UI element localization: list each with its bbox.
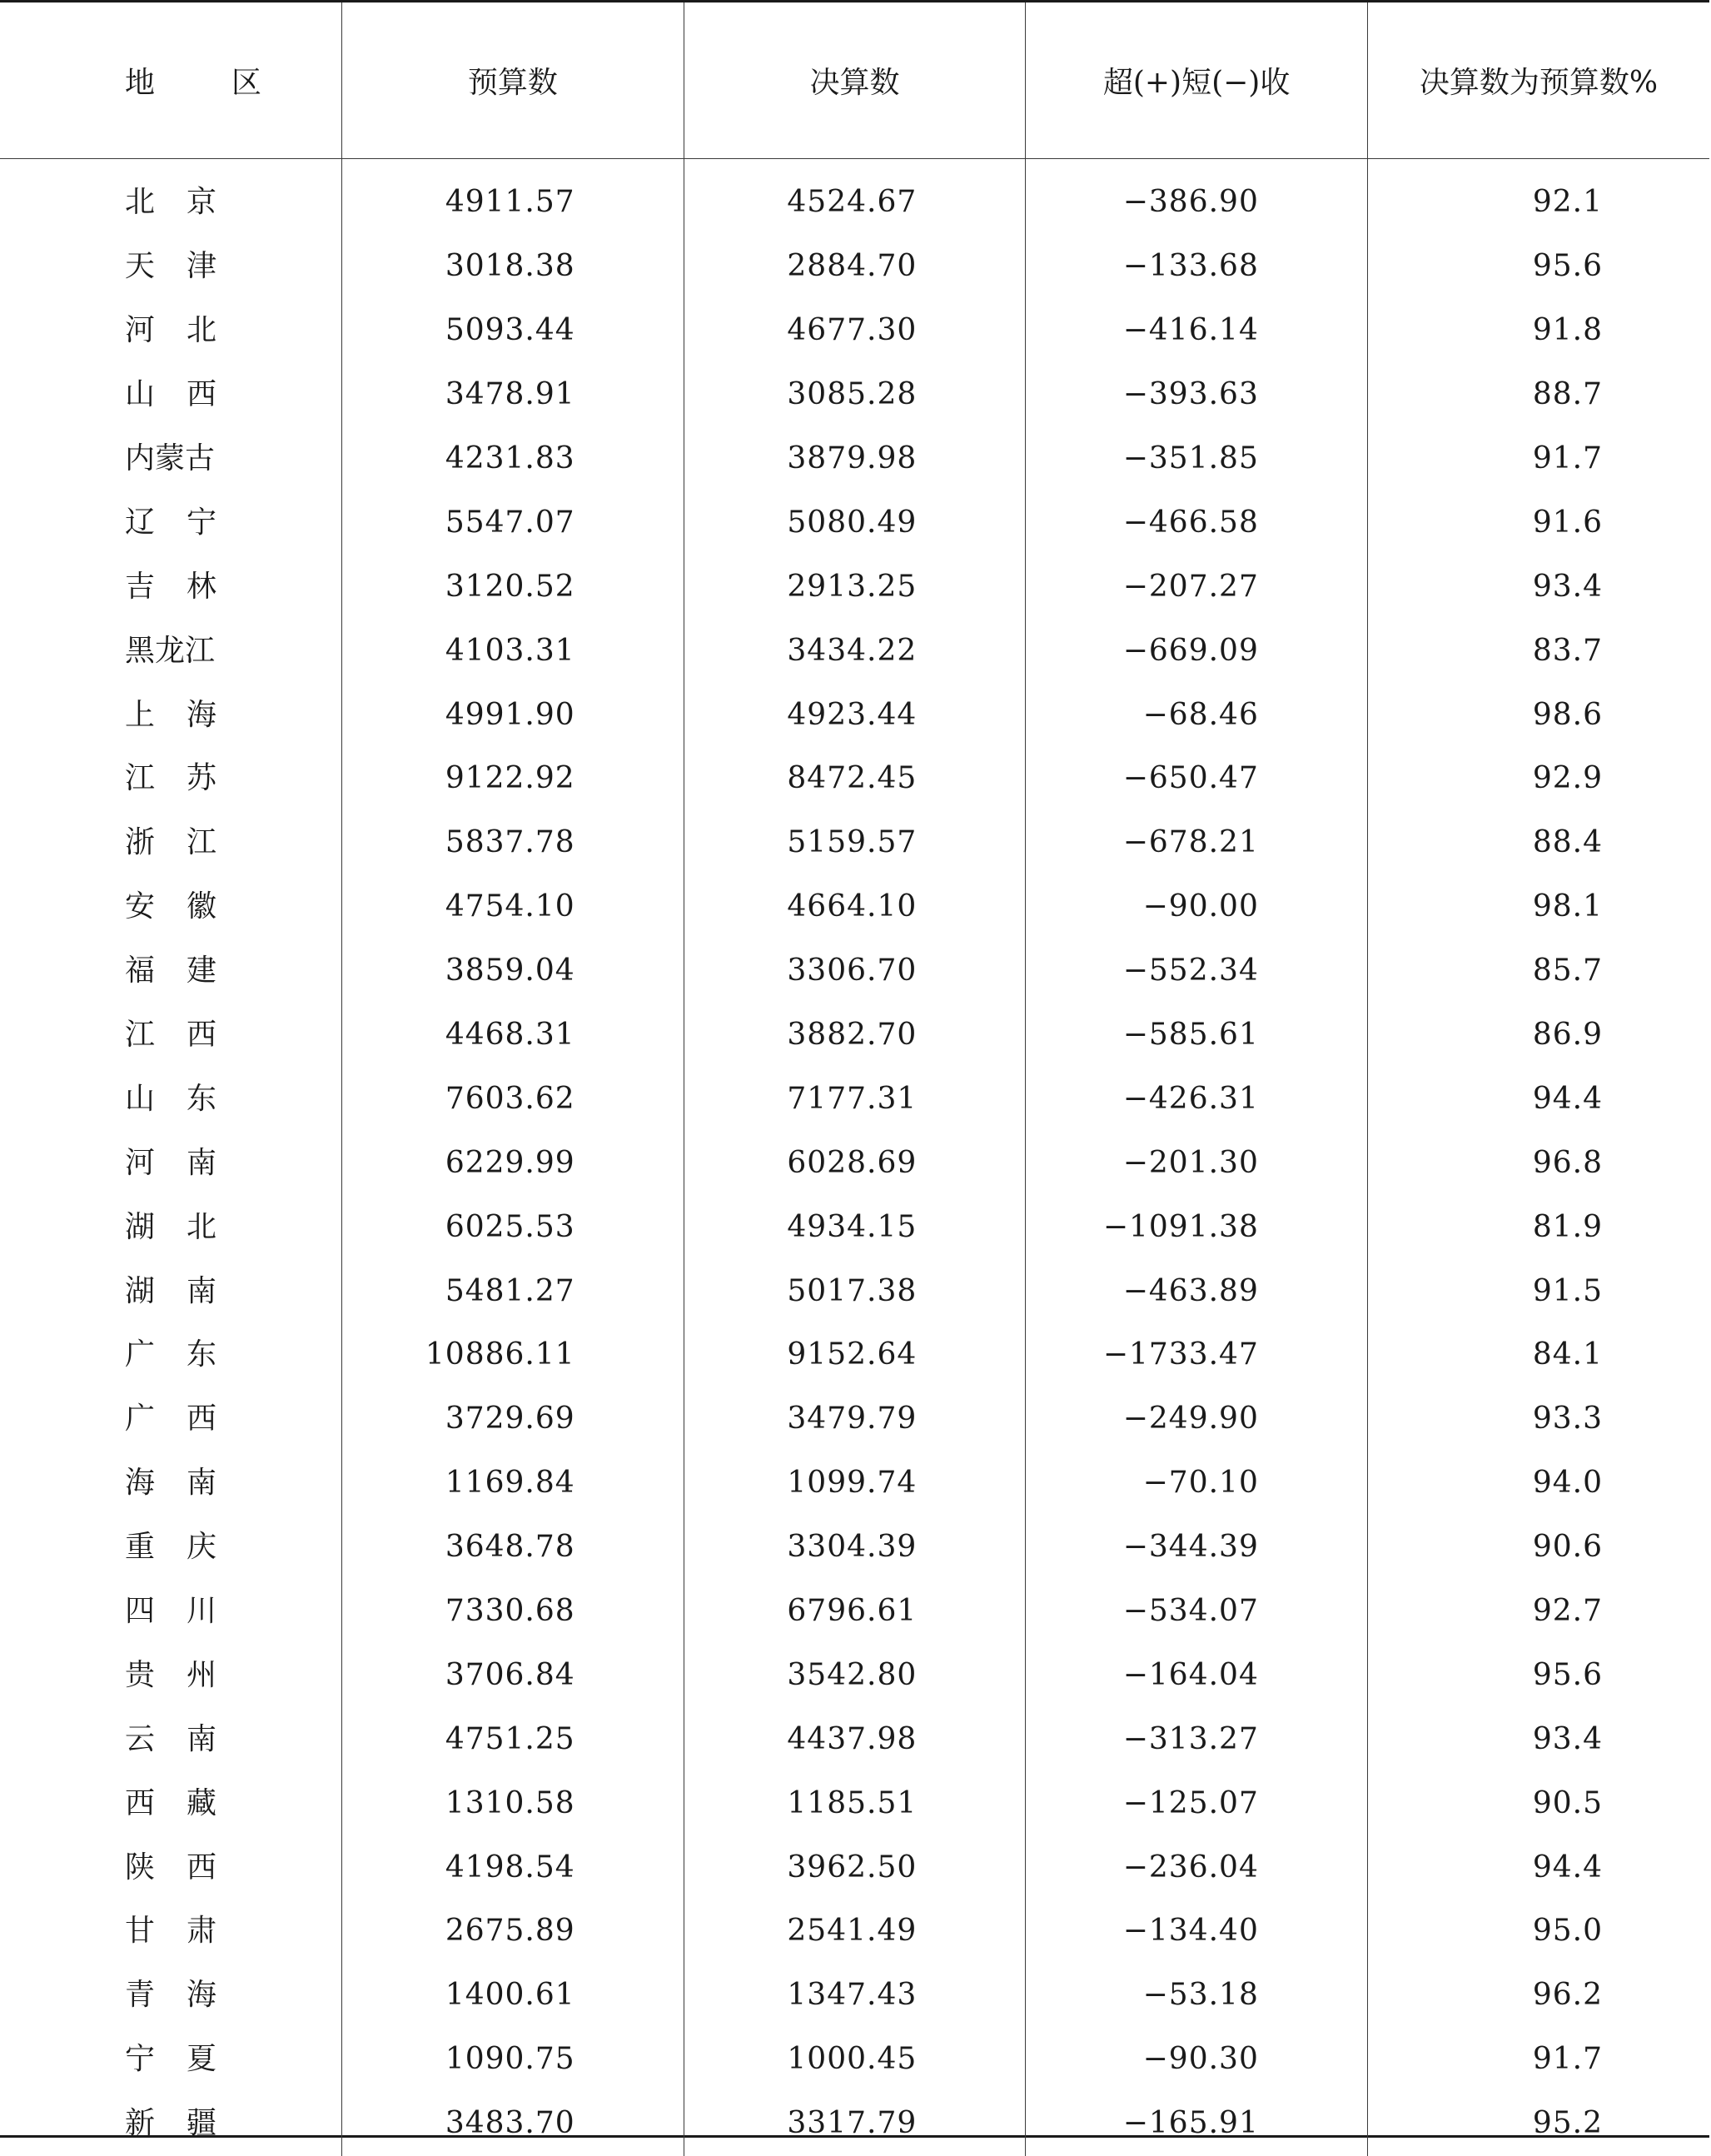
cell-pct: 91.7 <box>1367 427 1709 491</box>
region-name: 青海 <box>125 1978 249 2013</box>
cell-budget: 3706.84 <box>342 1643 684 1707</box>
region-name: 黑龙江 <box>125 633 216 668</box>
cell-pct: 91.7 <box>1367 2028 1709 2092</box>
cell-budget: 3859.04 <box>342 939 684 1003</box>
cell-region <box>0 939 342 1003</box>
cell-pct: 86.9 <box>1367 1003 1709 1068</box>
cell-final: 2913.25 <box>684 555 1026 619</box>
table-row <box>0 490 1709 555</box>
cell-pct: 94.0 <box>1367 1451 1709 1516</box>
cell-final: 7177.31 <box>684 1067 1026 1131</box>
cell-budget: 6025.53 <box>342 1195 684 1259</box>
cell-region <box>0 1964 342 2028</box>
cell-pct: 91.5 <box>1367 1259 1709 1323</box>
cell-budget: 3478.91 <box>342 363 684 427</box>
cell-pct: 91.6 <box>1367 490 1709 555</box>
cell-budget: 1310.58 <box>342 1771 684 1835</box>
region-name: 广东 <box>125 1337 249 1372</box>
cell-diff: −552.34 <box>1026 939 1368 1003</box>
cell-budget: 1169.84 <box>342 1451 684 1516</box>
cell-pct: 98.1 <box>1367 875 1709 939</box>
cell-diff: −249.90 <box>1026 1387 1368 1451</box>
header-pct: 决算数为预算数% <box>1367 2 1709 159</box>
region-name: 山西 <box>125 377 249 412</box>
table-row <box>0 1707 1709 1771</box>
table-row <box>0 747 1709 811</box>
region-name: 福建 <box>125 954 249 988</box>
region-name: 安徽 <box>125 889 249 924</box>
cell-final: 6028.69 <box>684 1131 1026 1195</box>
cell-budget: 4231.83 <box>342 427 684 491</box>
cell-region <box>0 427 342 491</box>
region-name: 西藏 <box>125 1785 249 1820</box>
region-name: 江苏 <box>125 761 249 796</box>
cell-budget: 2675.89 <box>342 1900 684 1964</box>
cell-diff: −125.07 <box>1026 1771 1368 1835</box>
cell-final: 1185.51 <box>684 1771 1026 1835</box>
cell-region <box>0 1516 342 1580</box>
cell-pct: 93.4 <box>1367 555 1709 619</box>
cell-pct: 93.4 <box>1367 1707 1709 1771</box>
cell-diff: −90.30 <box>1026 2028 1368 2092</box>
table-row <box>0 1835 1709 1900</box>
cell-region <box>0 1067 342 1131</box>
budget-table <box>0 2 1709 2156</box>
cell-region <box>0 1835 342 1900</box>
table-row <box>0 427 1709 491</box>
table-row <box>0 1516 1709 1580</box>
region-name: 云南 <box>125 1721 249 1756</box>
cell-budget: 4991.90 <box>342 683 684 747</box>
table-row <box>0 1067 1709 1131</box>
cell-final: 3479.79 <box>684 1387 1026 1451</box>
table-row <box>0 619 1709 683</box>
header-region: 地 区 <box>0 2 342 159</box>
cell-pct: 95.0 <box>1367 1900 1709 1964</box>
table-row <box>0 555 1709 619</box>
cell-budget: 4468.31 <box>342 1003 684 1068</box>
cell-budget: 3729.69 <box>342 1387 684 1451</box>
cell-diff: −344.39 <box>1026 1516 1368 1580</box>
cell-region <box>0 1323 342 1387</box>
cell-final: 8472.45 <box>684 747 1026 811</box>
cell-region <box>0 490 342 555</box>
table-row <box>0 1580 1709 1644</box>
table-row <box>0 1643 1709 1707</box>
cell-budget: 4103.31 <box>342 619 684 683</box>
cell-budget: 7603.62 <box>342 1067 684 1131</box>
cell-budget: 5481.27 <box>342 1259 684 1323</box>
cell-pct: 90.6 <box>1367 1516 1709 1580</box>
cell-diff: −351.85 <box>1026 427 1368 491</box>
cell-final: 1099.74 <box>684 1451 1026 1516</box>
cell-diff: −207.27 <box>1026 555 1368 619</box>
table-row <box>0 1003 1709 1068</box>
cell-region <box>0 1195 342 1259</box>
cell-budget: 9122.92 <box>342 747 684 811</box>
table-row <box>0 1259 1709 1323</box>
cell-pct: 91.8 <box>1367 299 1709 363</box>
cell-region <box>0 1387 342 1451</box>
cell-diff: −165.91 <box>1026 2092 1368 2156</box>
table-row <box>0 363 1709 427</box>
cell-region <box>0 1003 342 1068</box>
cell-pct: 94.4 <box>1367 1835 1709 1900</box>
cell-budget: 4911.57 <box>342 159 684 235</box>
cell-diff: −1733.47 <box>1026 1323 1368 1387</box>
region-name: 四川 <box>125 1594 249 1629</box>
cell-pct: 96.2 <box>1367 1964 1709 2028</box>
cell-region <box>0 1131 342 1195</box>
table-row <box>0 1900 1709 1964</box>
region-name: 贵州 <box>125 1657 249 1692</box>
cell-diff: −134.40 <box>1026 1900 1368 1964</box>
header-budget: 预算数 <box>342 2 684 159</box>
cell-diff: −669.09 <box>1026 619 1368 683</box>
cell-region <box>0 555 342 619</box>
region-name: 内蒙古 <box>125 441 216 476</box>
cell-budget: 3648.78 <box>342 1516 684 1580</box>
cell-budget: 10886.11 <box>342 1323 684 1387</box>
cell-diff: −426.31 <box>1026 1067 1368 1131</box>
table-row <box>0 1771 1709 1835</box>
cell-final: 3882.70 <box>684 1003 1026 1068</box>
cell-diff: −678.21 <box>1026 811 1368 875</box>
cell-final: 6796.61 <box>684 1580 1026 1644</box>
cell-final: 1000.45 <box>684 2028 1026 2092</box>
cell-final: 2541.49 <box>684 1900 1026 1964</box>
cell-diff: −1091.38 <box>1026 1195 1368 1259</box>
cell-pct: 94.4 <box>1367 1067 1709 1131</box>
cell-region <box>0 1900 342 1964</box>
region-name: 湖北 <box>125 1209 249 1244</box>
cell-pct: 95.2 <box>1367 2092 1709 2156</box>
cell-diff: −534.07 <box>1026 1580 1368 1644</box>
cell-final: 3879.98 <box>684 427 1026 491</box>
region-name: 吉林 <box>125 569 249 604</box>
region-name: 天津 <box>125 249 249 284</box>
cell-final: 1347.43 <box>684 1964 1026 2028</box>
cell-final: 5080.49 <box>684 490 1026 555</box>
region-name: 江西 <box>125 1018 249 1053</box>
table-row <box>0 159 1709 235</box>
table-row <box>0 1964 1709 2028</box>
cell-final: 3962.50 <box>684 1835 1026 1900</box>
cell-pct: 90.5 <box>1367 1771 1709 1835</box>
region-name: 浙江 <box>125 825 249 860</box>
cell-region <box>0 747 342 811</box>
cell-final: 3085.28 <box>684 363 1026 427</box>
table-row <box>0 1131 1709 1195</box>
table-header <box>0 2 1709 159</box>
cell-diff: −650.47 <box>1026 747 1368 811</box>
cell-pct: 96.8 <box>1367 1131 1709 1195</box>
cell-region <box>0 1259 342 1323</box>
table-row <box>0 1451 1709 1516</box>
cell-pct: 81.9 <box>1367 1195 1709 1259</box>
cell-region <box>0 299 342 363</box>
cell-diff: −53.18 <box>1026 1964 1368 2028</box>
cell-final: 3434.22 <box>684 619 1026 683</box>
cell-diff: −313.27 <box>1026 1707 1368 1771</box>
region-name: 海南 <box>125 1466 249 1501</box>
cell-diff: −463.89 <box>1026 1259 1368 1323</box>
cell-diff: −585.61 <box>1026 1003 1368 1068</box>
cell-final: 5017.38 <box>684 1259 1026 1323</box>
cell-budget: 4198.54 <box>342 1835 684 1900</box>
cell-final: 4934.15 <box>684 1195 1026 1259</box>
region-name: 湖南 <box>125 1273 249 1308</box>
cell-diff: −416.14 <box>1026 299 1368 363</box>
cell-budget: 4751.25 <box>342 1707 684 1771</box>
cell-pct: 98.6 <box>1367 683 1709 747</box>
cell-region <box>0 875 342 939</box>
table-row <box>0 299 1709 363</box>
cell-final: 3542.80 <box>684 1643 1026 1707</box>
cell-pct: 93.3 <box>1367 1387 1709 1451</box>
cell-final: 3317.79 <box>684 2092 1026 2156</box>
cell-pct: 85.7 <box>1367 939 1709 1003</box>
cell-budget: 1400.61 <box>342 1964 684 2028</box>
cell-final: 5159.57 <box>684 811 1026 875</box>
cell-region <box>0 811 342 875</box>
region-name: 辽宁 <box>125 505 249 540</box>
cell-region <box>0 683 342 747</box>
cell-budget: 1090.75 <box>342 2028 684 2092</box>
cell-region <box>0 235 342 299</box>
cell-region <box>0 2028 342 2092</box>
cell-budget: 3120.52 <box>342 555 684 619</box>
cell-pct: 88.4 <box>1367 811 1709 875</box>
cell-budget: 5093.44 <box>342 299 684 363</box>
cell-final: 3304.39 <box>684 1516 1026 1580</box>
region-name: 甘肃 <box>125 1914 249 1949</box>
cell-region <box>0 159 342 235</box>
region-name: 新疆 <box>125 2106 249 2141</box>
cell-pct: 92.1 <box>1367 159 1709 235</box>
cell-budget: 4754.10 <box>342 875 684 939</box>
table-row <box>0 1323 1709 1387</box>
cell-pct: 83.7 <box>1367 619 1709 683</box>
cell-final: 9152.64 <box>684 1323 1026 1387</box>
cell-region <box>0 1580 342 1644</box>
table-row <box>0 2028 1709 2092</box>
table-row <box>0 875 1709 939</box>
cell-region <box>0 2092 342 2156</box>
table-body <box>0 159 1709 2156</box>
table-row <box>0 1195 1709 1259</box>
cell-final: 3306.70 <box>684 939 1026 1003</box>
cell-final: 4923.44 <box>684 683 1026 747</box>
cell-diff: −466.58 <box>1026 490 1368 555</box>
table-row <box>0 2092 1709 2156</box>
table-row <box>0 811 1709 875</box>
cell-final: 4677.30 <box>684 299 1026 363</box>
cell-region <box>0 363 342 427</box>
cell-budget: 7330.68 <box>342 1580 684 1644</box>
table-row <box>0 939 1709 1003</box>
cell-pct: 95.6 <box>1367 235 1709 299</box>
region-name: 陕西 <box>125 1850 249 1885</box>
cell-diff: −133.68 <box>1026 235 1368 299</box>
cell-diff: −393.63 <box>1026 363 1368 427</box>
region-name: 河北 <box>125 313 249 348</box>
cell-pct: 95.6 <box>1367 1643 1709 1707</box>
region-name: 宁夏 <box>125 2042 249 2077</box>
cell-final: 4524.67 <box>684 159 1026 235</box>
cell-diff: −201.30 <box>1026 1131 1368 1195</box>
cell-final: 2884.70 <box>684 235 1026 299</box>
cell-pct: 88.7 <box>1367 363 1709 427</box>
cell-region <box>0 1643 342 1707</box>
region-name: 北京 <box>125 185 249 220</box>
header-diff: 超(+)短(−)收 <box>1026 2 1368 159</box>
cell-budget: 3018.38 <box>342 235 684 299</box>
cell-pct: 84.1 <box>1367 1323 1709 1387</box>
region-name: 河南 <box>125 1145 249 1180</box>
cell-region <box>0 1451 342 1516</box>
cell-region <box>0 619 342 683</box>
table-row <box>0 1387 1709 1451</box>
cell-budget: 5837.78 <box>342 811 684 875</box>
cell-diff: −90.00 <box>1026 875 1368 939</box>
cell-diff: −68.46 <box>1026 683 1368 747</box>
table-row <box>0 235 1709 299</box>
cell-diff: −386.90 <box>1026 159 1368 235</box>
region-name: 上海 <box>125 697 249 732</box>
cell-budget: 3483.70 <box>342 2092 684 2156</box>
cell-diff: −164.04 <box>1026 1643 1368 1707</box>
cell-region <box>0 1707 342 1771</box>
table-row <box>0 683 1709 747</box>
cell-region <box>0 1771 342 1835</box>
region-name: 重庆 <box>125 1530 249 1565</box>
cell-diff: −70.10 <box>1026 1451 1368 1516</box>
cell-budget: 5547.07 <box>342 490 684 555</box>
cell-final: 4437.98 <box>684 1707 1026 1771</box>
cell-pct: 92.9 <box>1367 747 1709 811</box>
header-final: 决算数 <box>684 2 1026 159</box>
header-row <box>0 2 1709 159</box>
cell-diff: −236.04 <box>1026 1835 1368 1900</box>
cell-pct: 92.7 <box>1367 1580 1709 1644</box>
cell-budget: 6229.99 <box>342 1131 684 1195</box>
region-name: 山东 <box>125 1081 249 1116</box>
cell-final: 4664.10 <box>684 875 1026 939</box>
region-name: 广西 <box>125 1402 249 1437</box>
